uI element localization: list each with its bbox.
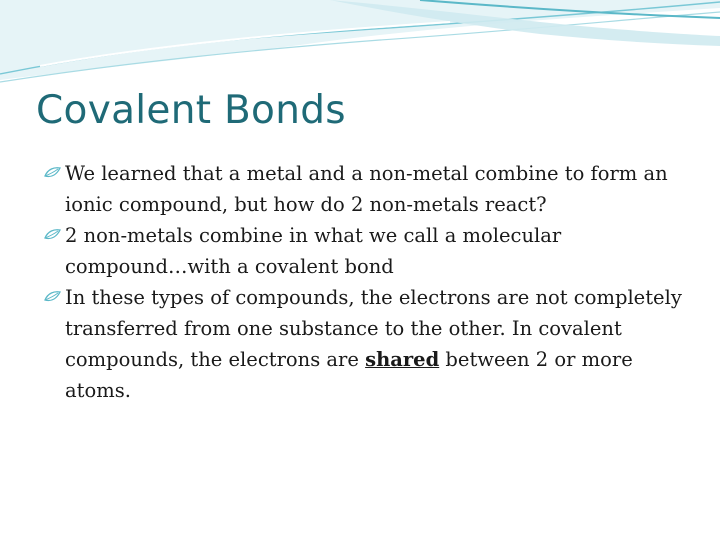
bullet-text-before: In these types of compounds, the electrons are not completely transferred from one substance to the other. In covalent compounds, the electrons are <box>65 286 682 371</box>
bullet-text-after: between 2 or more atoms. <box>65 348 633 402</box>
bullet-text: We learned that a metal and a non-metal combine to form an ionic compound, but how do 2 non-metals react? <box>65 162 668 216</box>
wave-header-decoration <box>0 0 720 90</box>
leaf-bullet-icon <box>44 166 61 181</box>
bullet-item <box>44 220 684 282</box>
bullet-list <box>44 158 684 406</box>
bullet-text: 2 non-metals combine in what we call a molecular compound…with a covalent bond <box>65 224 562 278</box>
leaf-bullet-icon <box>44 290 61 305</box>
emphasis-shared: shared <box>365 348 440 371</box>
leaf-bullet-icon <box>44 228 61 243</box>
bullet-item <box>44 158 684 220</box>
bullet-item <box>44 282 684 406</box>
slide-title: Covalent Bonds <box>36 88 346 133</box>
